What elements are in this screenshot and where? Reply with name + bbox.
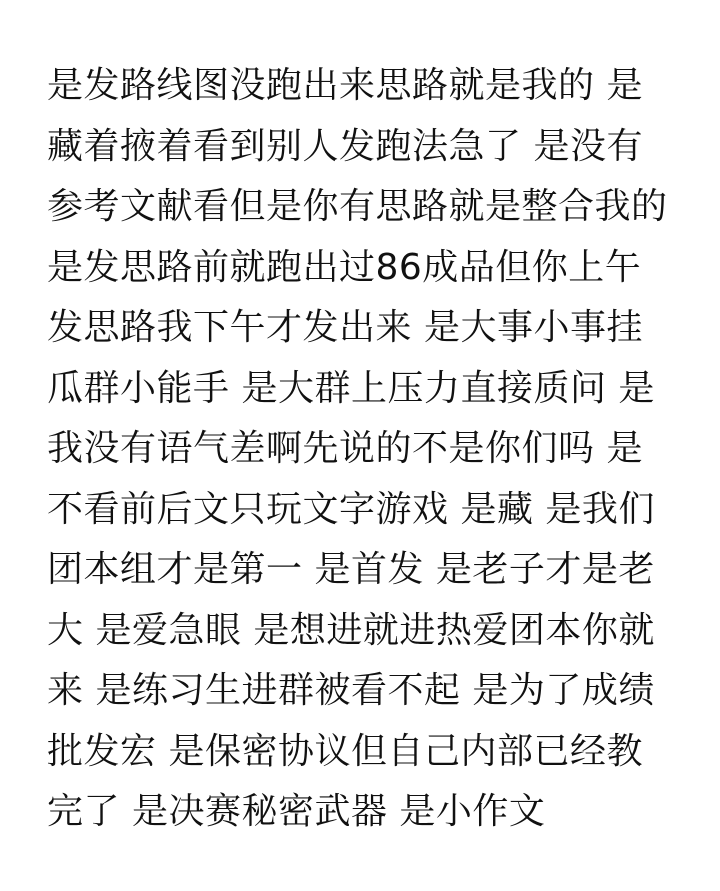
text-line: 发思路我下午才发出来 是大事小事挂 bbox=[47, 307, 643, 348]
text-line: 是发路线图没跑出来思路就是我的 是 bbox=[47, 65, 643, 106]
text-line: 我没有语气差啊先说的不是你们吗 是 bbox=[47, 428, 643, 469]
text-line: 完了 是决赛秘密武器 是小作文 bbox=[47, 791, 546, 832]
text-line: 来 是练习生进群被看不起 是为了成绩 bbox=[47, 670, 655, 711]
text-line: 批发宏 是保密协议但自己内部已经教 bbox=[47, 730, 643, 772]
text-line: 大 是爱急眼 是想进就进热爱团本你就 bbox=[47, 609, 655, 651]
text-line: 不看前后文只玩文字游戏 是藏 是我们 bbox=[47, 488, 655, 530]
text-line: 藏着掖着看到别人发跑法急了 是没有 bbox=[47, 125, 643, 167]
text-line: 是发思路前就跑出过86成品但你上午 bbox=[47, 246, 642, 288]
text-line: 参考文献看但是你有思路就是整合我的 bbox=[47, 186, 668, 227]
text-line: 瓜群小能手 是大群上压力直接质问 是 bbox=[47, 367, 655, 409]
text-line: 团本组才是第一 是首发 是老子才是老 bbox=[47, 549, 655, 590]
post-text bbox=[47, 56, 687, 843]
